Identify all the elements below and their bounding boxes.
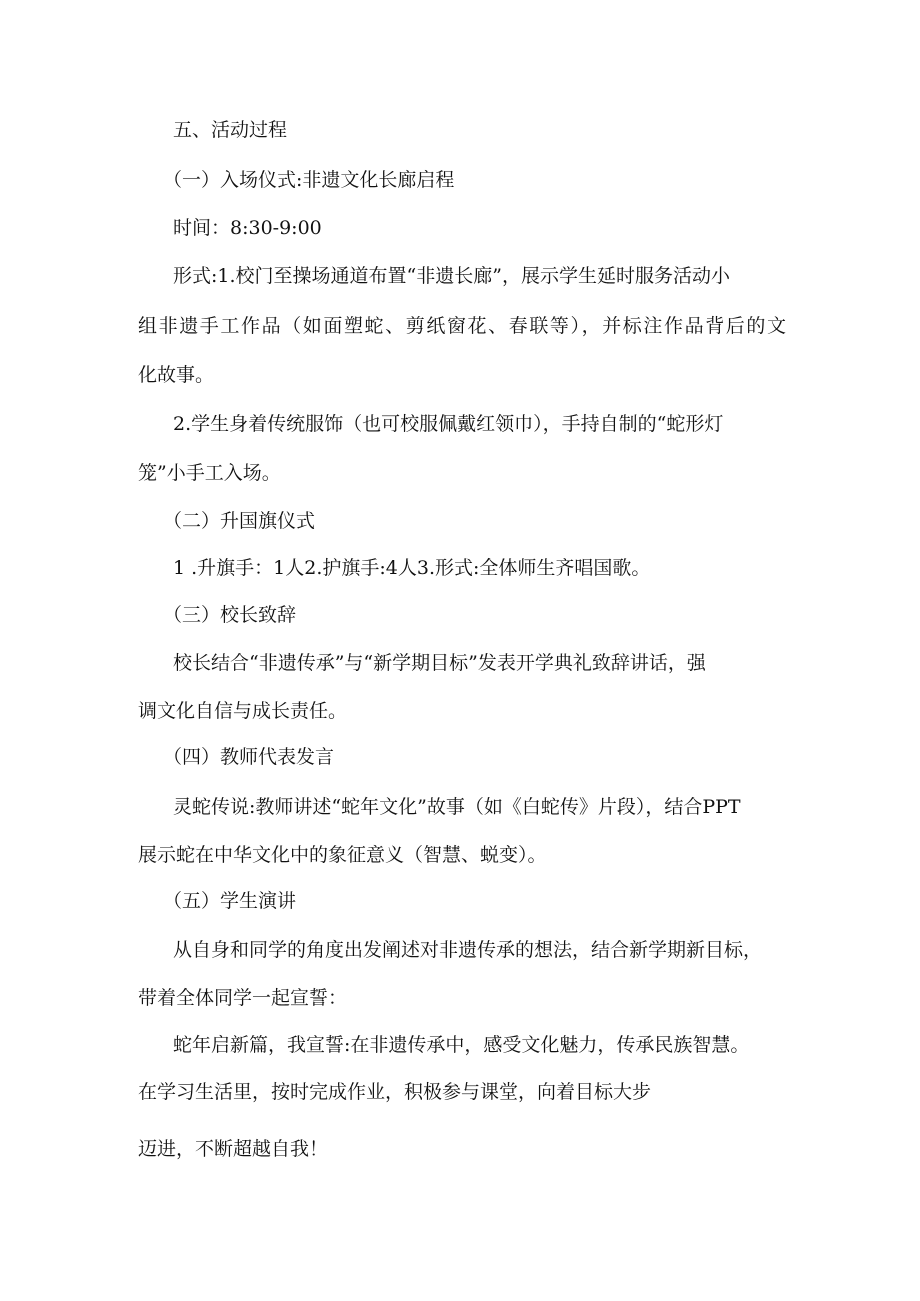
paragraph-student-line-2: 带着全体同学一起宣誓： [138, 987, 348, 1009]
paragraph-dress-line-1: 2.学生身着传统服饰（也可校服佩戴红领巾），手持自制的“蛇形灯 [173, 413, 724, 435]
paragraph-dress-line-2: 笼”小手工入场。 [138, 462, 281, 484]
paragraph-form-line-3: 化故事。 [138, 364, 215, 386]
paragraph-principal-line-1: 校长结合“非遗传承”与“新学期目标”发表开学典礼致辞讲话，强 [173, 652, 706, 674]
paragraph-oath-line-2: 在学习生活里，按时完成作业，积极参与课堂，向着目标大步 [138, 1081, 652, 1103]
paragraph-form-line-1: 形式:1.校门至操场通道布置“非遗长廊”，展示学生延时服务活动小 [173, 265, 730, 287]
paragraph-teacher-line-1: 灵蛇传说:教师讲述“蛇年文化”故事（如《白蛇传》片段），结合PPT [173, 796, 741, 818]
heading-teacher-speech: （四）教师代表发言 [163, 746, 335, 768]
paragraph-principal-line-2: 调文化自信与成长责任。 [138, 700, 348, 722]
paragraph-oath-line-3: 迈进，不断超越自我！ [138, 1138, 329, 1160]
heading-entrance-ceremony: （一）入场仪式:非遗文化长廊启程 [163, 169, 455, 191]
time-line: 时间：8:30-9:00 [173, 217, 322, 239]
section-title: 五、活动过程 [173, 119, 288, 141]
heading-principal-speech: （三）校长致辞 [163, 604, 297, 626]
heading-flag-raising: （二）升国旗仪式 [163, 510, 316, 532]
paragraph-flag: 1 .升旗手：1人2.护旗手:4人3.形式:全体师生齐唱国歌。 [173, 557, 651, 579]
paragraph-teacher-line-2: 展示蛇在中华文化中的象征意义（智慧、蜕变）。 [138, 844, 547, 866]
paragraph-form-line-2: 组非遗手工作品（如面塑蛇、剪纸窗花、春联等），并标注作品背后的文 [138, 315, 786, 337]
paragraph-oath-line-1: 蛇年启新篇，我宣誓:在非遗传承中，感受文化魅力，传承民族智慧。 [173, 1034, 750, 1056]
heading-student-speech: （五）学生演讲 [163, 890, 297, 912]
paragraph-student-line-1: 从自身和同学的角度出发阐述对非遗传承的想法，结合新学期新目标， [173, 939, 763, 961]
